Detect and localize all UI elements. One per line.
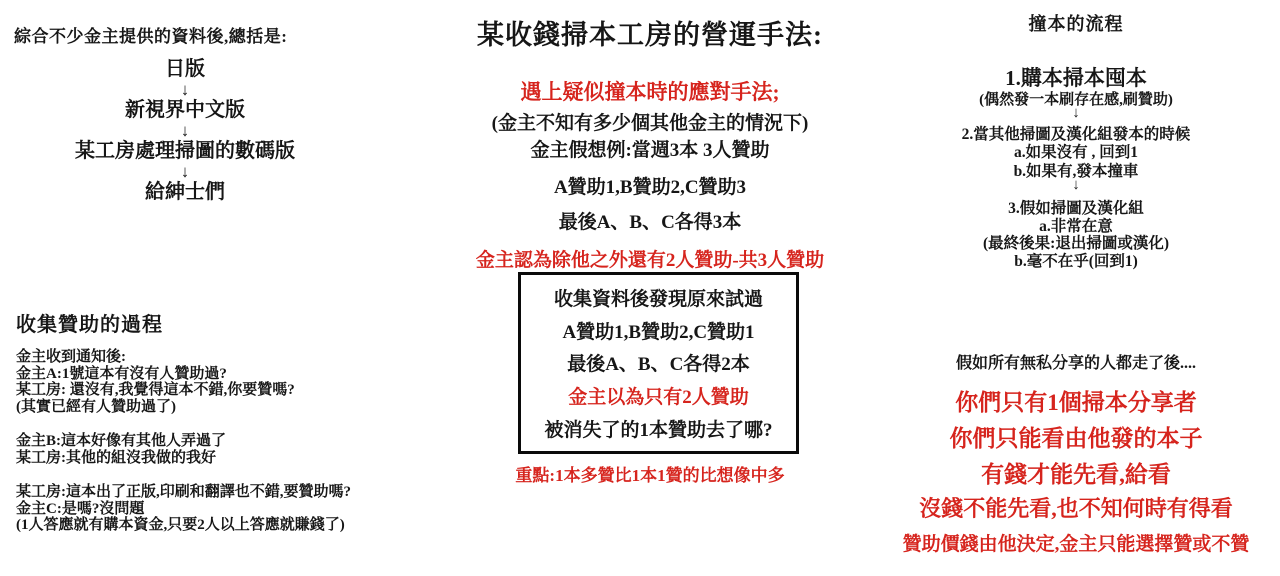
dialog-line: 金主B:這本好像有其他人弄過了	[16, 433, 227, 449]
source-flowchart	[10, 56, 360, 205]
down-arrow-icon: ↓	[1072, 177, 1080, 193]
dialog-line: 某工房:這本出了正版,印刷和翻譯也不錯,要贊助嗎?	[16, 484, 351, 500]
dialog-line: 某工房: 還沒有,我覺得這本不錯,你要贊嗎?	[16, 382, 295, 398]
dialog-line: (其實已經有人贊助過了)	[16, 398, 176, 415]
flow-step-japanese-edition: 日版	[165, 58, 205, 80]
step2-text: 2.當其他掃圖及漢化組發本的時候	[961, 126, 1191, 143]
sponsor-collection-section	[16, 308, 436, 552]
box-line-belief-red: 金主以為只有2人贊助	[568, 387, 749, 409]
dialog-line: 金主C:是嗎?沒問題	[16, 500, 145, 517]
hypothetical-example: 金主假想例:當週3本 3人贊助	[530, 140, 770, 161]
dialog-line: 金主收到通知後:	[16, 349, 126, 365]
step3-text: 3.假如掃圖及漢化組	[1008, 200, 1144, 217]
step3a-text: a.非常在意	[1039, 218, 1113, 235]
dialog-group-b	[16, 433, 436, 466]
step3a-note: (最終後果:退出掃圖或漢化)	[983, 235, 1169, 252]
result-line: 最後A、B、C各得3本	[558, 212, 742, 233]
situation-note: (金主不知有多少個其他金主的情況下)	[491, 113, 809, 134]
step1-note: (偶然發一本刷存在感,刷贊助)	[979, 92, 1173, 108]
dialog-group-c	[16, 484, 436, 534]
step3b-text: b.毫不在乎(回到1)	[1014, 253, 1138, 270]
step2b-text: b.如果有,發本撞車	[1013, 163, 1139, 180]
down-arrow-icon: ↓	[1072, 105, 1080, 121]
handling-method-red-text: 遇上疑似撞本時的應對手法;	[520, 80, 780, 104]
flow-step-chinese-edition: 新視界中文版	[125, 99, 245, 121]
dialog-group-a	[16, 349, 436, 415]
down-arrow-icon: ↓	[180, 121, 190, 140]
dialog-line: 某工房:其他的組沒我做的我好	[16, 449, 216, 466]
sponsor-collection-heading: 收集贊助的過程	[16, 314, 163, 336]
consequence-red-line: 有錢才能先看,給看	[981, 462, 1171, 487]
flow-step-gentlemen: 給紳士們	[145, 181, 225, 203]
consequence-red-line: 沒錢不能先看,也不知何時有得看	[919, 496, 1233, 521]
sponsor-belief-red-text: 金主認為除他之外還有2人贊助-共3人贊助	[475, 250, 825, 271]
left-intro-text: 綜合不少金主提供的資料後,總括是:	[14, 27, 288, 46]
step1-text: 1.購本掃本囤本	[1005, 66, 1147, 90]
collision-flow-title: 撞本的流程	[1028, 14, 1124, 34]
dialog-line: (1人答應就有購本資金,只要2人以上答應就賺錢了)	[16, 517, 345, 533]
key-point-red-text: 重點:1本多贊比1本1贊的比想像中多	[515, 466, 785, 485]
box-line-question: 被消失了的1本贊助去了哪?	[544, 420, 773, 442]
down-arrow-icon: ↓	[180, 80, 190, 99]
consequence-red-line: 贊助價錢由他決定,金主只能選擇贊或不贊	[902, 534, 1250, 555]
sponsor-split-line: A贊助1,B贊助2,C贊助3	[553, 177, 747, 198]
main-title: 某收錢掃本工房的營運手法:	[477, 20, 823, 50]
consequence-red-line: 你們只有1個掃本分享者	[955, 390, 1197, 415]
revealed-data-box	[518, 272, 799, 454]
step2a-text: a.如果沒有 , 回到1	[1013, 144, 1138, 161]
after-sharers-gone-note: 假如所有無私分享的人都走了後....	[955, 355, 1196, 372]
box-line-discovery: 收集資料後發現原來試過	[553, 288, 763, 310]
box-line-actual-result: 最後A、B、C各得2本	[567, 354, 750, 376]
consequence-red-line: 你們只能看由他發的本子	[949, 426, 1203, 451]
dialog-line: 金主A:1號這本有沒有人贊助過?	[16, 365, 227, 382]
down-arrow-icon: ↓	[180, 162, 190, 181]
box-line-actual-split: A贊助1,B贊助2,C贊助1	[562, 321, 755, 343]
flow-step-workshop-digital: 某工房處理掃圖的數碼版	[75, 140, 295, 162]
